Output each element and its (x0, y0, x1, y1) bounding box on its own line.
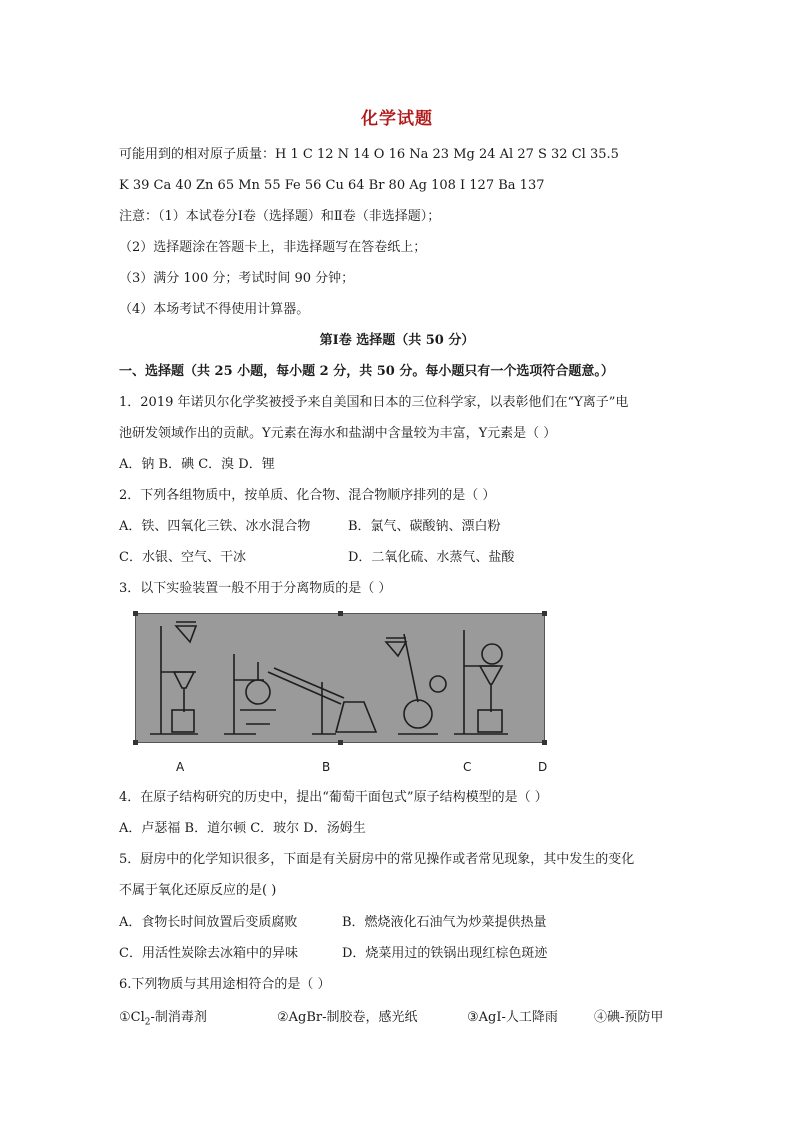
section-instruction: 一、选择题（共 25 小题，每小题 2 分，共 50 分。每小题只有一个选项符合题意。） (119, 364, 614, 379)
q1-options: A．钠 B．碘 C．溴 D．锂 (119, 457, 275, 472)
apparatus-drawing (136, 614, 544, 742)
q6-item-1 (119, 1008, 207, 1033)
q5-stem-line-1: 5．厨房中的化学知识很多，下面是有关厨房中的常见操作或者常见现象，其中发生的变化 (119, 852, 635, 867)
q1-stem-line-2: 池研发领域作出的贡献。Y元素在海水和盐湖中含量较为丰富，Y元素是（ ） (119, 426, 557, 441)
resize-handle (542, 611, 547, 616)
q2-stem: 2．下列各组物质中，按单质、化合物、混合物顺序排列的是（ ） (119, 488, 496, 503)
resize-handle (133, 611, 138, 616)
q6-item-1-use: -制消毒剂 (150, 1010, 207, 1025)
lab-apparatus-figure (135, 613, 545, 743)
q5-option-d: D．烧菜用过的铁锅出现红棕色斑迹 (342, 946, 548, 961)
note-2: （2）选择题涂在答题卡上，非选择题写在答卷纸上； (119, 240, 427, 255)
resize-handle (542, 740, 547, 745)
q4-stem: 4．在原子结构研究的历史中，提出“葡萄干面包式”原子结构模型的是（ ） (119, 790, 548, 805)
q1-stem-line-1: 1．2019 年诺贝尔化学奖被授予来自美国和日本的三位科学家，以表彰他们在“Y离子”电 (119, 395, 629, 410)
q6-item-1-subscript: 2 (144, 1017, 151, 1028)
figure-label-d: D (538, 760, 548, 774)
q6-item-3: ③AgI-人工降雨 (467, 1010, 558, 1025)
q2-option-b: B．氯气、碳酸钠、漂白粉 (348, 519, 501, 534)
figure-label-c: C (463, 760, 472, 774)
q4-options: A．卢瑟福 B．道尔顿 C．玻尔 D．汤姆生 (119, 821, 366, 836)
q6-stem: 6.下列物质与其用途相符合的是（ ） (119, 977, 331, 992)
page-title: 化学试题 (361, 109, 433, 129)
q2-option-c: C．水银、空气、干冰 (119, 550, 246, 565)
atomic-masses-line-1: 可能用到的相对原子质量：H 1 C 12 N 14 O 16 Na 23 Mg 24 Al 27 S 32 Cl 35.5 (119, 147, 619, 162)
section-heading: 第Ⅰ卷 选择题（共 50 分） (319, 333, 475, 348)
q5-option-a: A．食物长时间放置后变质腐败 (119, 915, 298, 930)
q5-option-c: C．用活性炭除去冰箱中的异味 (119, 946, 298, 961)
figure-label-a: A (176, 760, 185, 774)
q6-item-1-formula: ①Cl (119, 1010, 145, 1025)
q6-item-4: ④碘-预防甲 (594, 1010, 664, 1025)
q3-stem: 3．以下实验装置一般不用于分离物质的是（ ） (119, 581, 392, 596)
q2-option-a: A．铁、四氧化三铁、冰水混合物 (119, 519, 311, 534)
note-1: 注意：（1）本试卷分Ⅰ卷（选择题）和Ⅱ卷（非选择题）； (119, 209, 441, 224)
figure-label-b: B (322, 760, 331, 774)
q2-option-d: D．二氧化硫、水蒸气、盐酸 (348, 550, 515, 565)
resize-handle (133, 740, 138, 745)
atomic-masses-line-2: K 39 Ca 40 Zn 65 Mn 55 Fe 56 Cu 64 Br 80 Ag 108 I 127 Ba 137 (119, 178, 545, 193)
note-3: （3）满分 100 分；考试时间 90 分钟； (119, 271, 355, 286)
q5-option-b: B．燃烧液化石油气为炒菜提供热量 (342, 915, 547, 930)
q6-item-2: ②AgBr-制胶卷，感光纸 (277, 1010, 418, 1025)
resize-handle (338, 740, 343, 745)
note-4: （4）本场考试不得使用计算器。 (119, 302, 310, 317)
q5-stem-line-2: 不属于氧化还原反应的是( ) (119, 883, 277, 898)
resize-handle (338, 611, 343, 616)
